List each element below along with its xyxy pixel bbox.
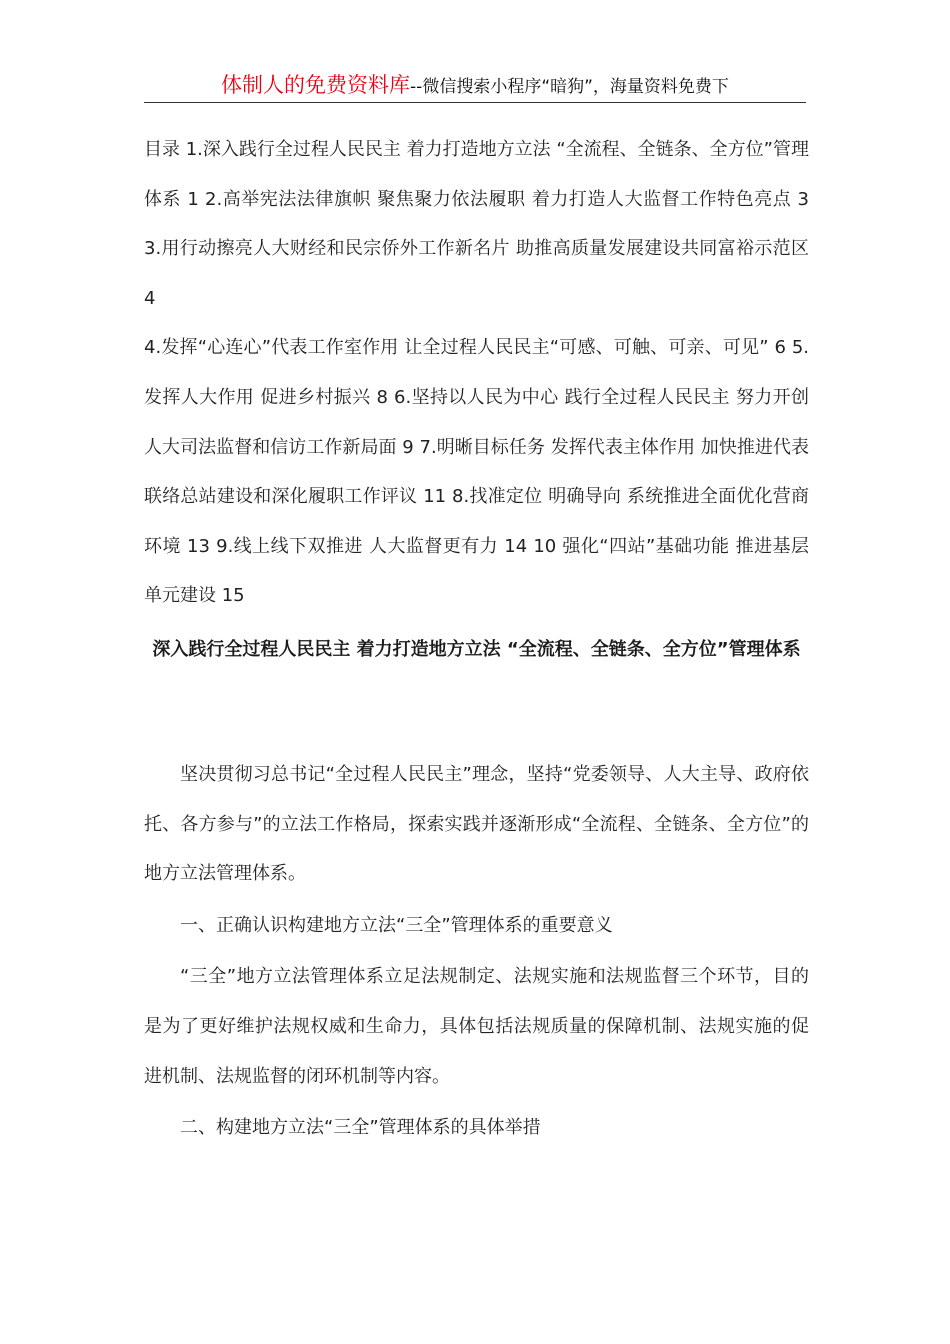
table-of-contents bbox=[144, 125, 809, 621]
body-paragraph: 坚决贯彻习总书记“全过程人民民主”理念，坚持“党委领导、人大主导、政府依托、各方参与”的立法工作格局，探索实践并逐渐形成“全流程、全链条、全方位”的地方立法管理体系。 bbox=[144, 764, 809, 885]
header-tagline: --微信搜索小程序“暗狗”，海量资料免费下 bbox=[410, 77, 729, 97]
body-paragraph: “三全”地方立法管理体系立足法规制定、法规实施和法规监督三个环节，目的是为了更好维护法规权威和生命力，具体包括法规质量的保障机制、法规实施的促进机制、法规监督的闭环机制等内容。 bbox=[144, 966, 809, 1087]
article-body bbox=[144, 750, 809, 1155]
page-header bbox=[144, 68, 806, 103]
section-heading-1: 一、正确认识构建地方立法“三全”管理体系的重要意义 bbox=[180, 914, 613, 936]
header-brand: 体制人的免费资料库 bbox=[221, 73, 411, 97]
toc-paragraph-1: 目录 1.深入践行全过程人民民主 着力打造地方立法 “全流程、全链条、全方位”管理体系 1 2.高举宪法法律旗帜 聚焦聚力依法履职 着力打造人大监督工作特色亮点 3 3.用行动擦亮人大财经和民宗侨外工作新名片 助推高质量发展建设共同富裕示范区 4 bbox=[144, 139, 809, 309]
section-heading-2: 二、构建地方立法“三全”管理体系的具体举措 bbox=[180, 1117, 541, 1139]
toc-paragraph-2: 4.发挥“心连心”代表工作室作用 让全过程人民民主“可感、可触、可亲、可见” 6 5.发挥人大作用 促进乡村振兴 8 6.坚持以人民为中心 践行全过程人民民主 努力开创人大司法监督和信访工作新局面 9 7.明晰目标任务 发挥代表主体作用 加快推进代表联络总站建设和深化履职工作评议 11 8.找准定位 明确导向 系统推进全面优化营商环境 13 9.线上线下双推进 人大监督更有力 14 10 强化“四站”基础功能 推进基层单元建设 15 bbox=[144, 337, 809, 607]
article-title: 深入践行全过程人民民主 着力打造地方立法 “全流程、全链条、全方位”管理体系 bbox=[152, 639, 801, 660]
